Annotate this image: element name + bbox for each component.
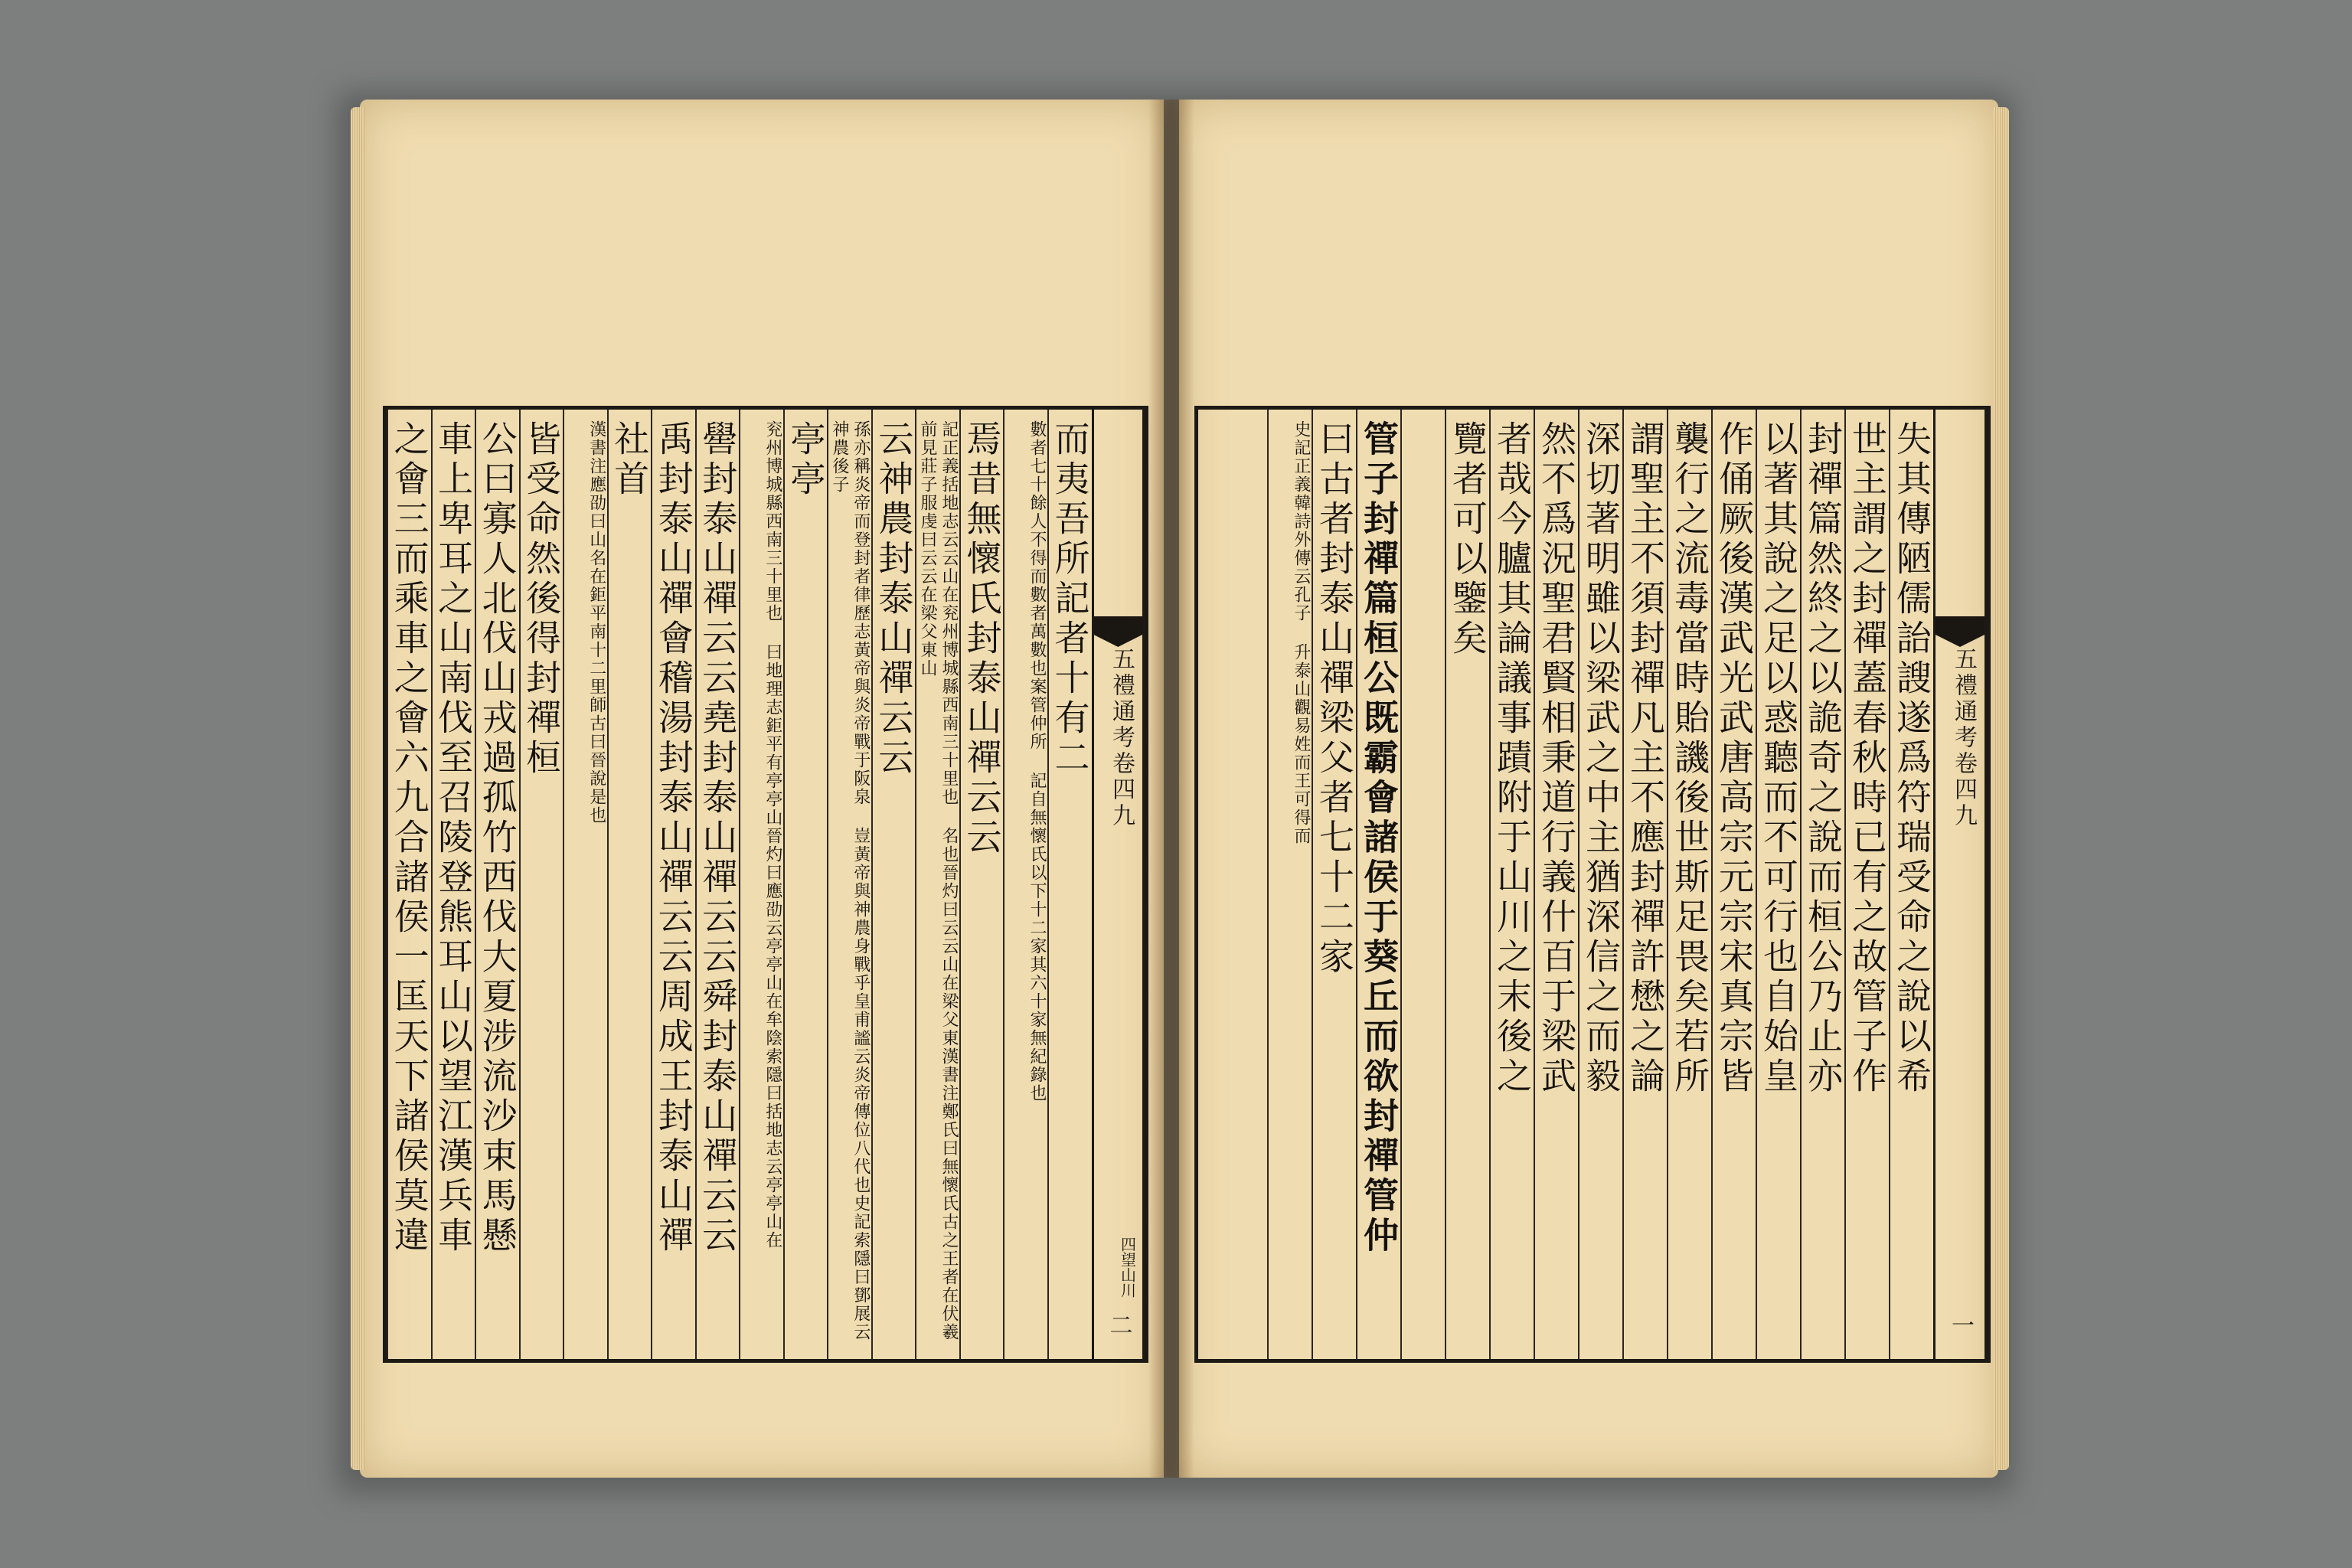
text-column: 襲行之流毒當時貽譏後世斯足畏矣若所 <box>1667 410 1711 1359</box>
text-column: 作俑厥後漢武光武唐高宗元宗宋真宗皆 <box>1711 410 1756 1359</box>
commentary-column: 孫亦稱炎帝而登封者律歷志黃帝與炎帝戰于阪泉 豈黃帝與神農身戰乎皇甫謐云炎帝傳位八代也史記索隱曰鄧展云神農後子 <box>827 410 871 1359</box>
left-text-frame <box>383 406 1148 1363</box>
right-text-frame <box>1194 406 1991 1363</box>
text-column: 以著其說之足以惑聽而不可行也自始皇 <box>1756 410 1800 1359</box>
right-page-center-strip <box>1933 410 1987 1359</box>
left-page-center-strip <box>1092 410 1145 1359</box>
text-column: 而夷吾所記者十有二 <box>1047 410 1092 1359</box>
left-page-number: 二 <box>1105 1313 1132 1336</box>
text-column: 禹封泰山禪會稽湯封泰山禪云云周成王封泰山禪 <box>651 410 695 1359</box>
text-column: 亭亭 <box>783 410 828 1359</box>
commentary-column: 漢書注應劭曰山名在鉅平南十二里師古曰晉說是也 <box>563 410 607 1359</box>
text-column: 社首 <box>607 410 652 1359</box>
text-column: 焉昔無懷氏封泰山禪云云 <box>959 410 1004 1359</box>
text-column: 皆受命然後得封禪桓 <box>519 410 564 1359</box>
commentary-column: 史記正義韓詩外傳云孔子 升泰山觀易姓而王可得而 <box>1267 410 1312 1359</box>
text-column: 覽者可以鑒矣 <box>1445 410 1489 1359</box>
blank-column <box>1400 410 1445 1359</box>
text-column: 世主謂之封禪蓋春秋時已有之故管子作 <box>1844 410 1889 1359</box>
text-column: 嚳封泰山禪云云堯封泰山禪云云舜封泰山禪云云 <box>695 410 740 1359</box>
text-column: 者哉今臚其論議事蹟附于山川之末後之 <box>1489 410 1534 1359</box>
text-column: 之會三而乘車之會六九合諸侯一匡天下諸侯莫違 <box>387 410 431 1359</box>
commentary-column: 記正義括地志云云山在兖州博城縣西南三十里也 名也晉灼曰云云山在梁父東漢書注鄭氏曰無懷氏古之王者在伏羲前見莊子服虔曰云云在梁父東山 <box>915 410 959 1359</box>
text-column: 謂聖主不須封禪凡主不應封禪許懋之論 <box>1622 410 1667 1359</box>
text-column: 曰古者封泰山禪梁父者七十二家 <box>1312 410 1356 1359</box>
text-column: 車上卑耳之山南伐至召陵登熊耳山以望江漢兵車 <box>431 410 475 1359</box>
section-heading-column: 管子封禪篇桓公既霸會諸侯于葵丘而欲封禪管仲 <box>1356 410 1400 1359</box>
fish-tail-mark-icon <box>1936 616 1984 647</box>
text-column: 公曰寡人北伐山戎過孤竹西伐大夏涉流沙束馬懸 <box>475 410 519 1359</box>
commentary-column: 兖州博城縣西南三十里也 曰地理志鉅平有亭亭山晉灼曰應劭云亭亭山在牟陰索隱曰括地志云亭亭山在 <box>739 410 783 1359</box>
book-gutter <box>1148 100 1194 1478</box>
right-page-number: 一 <box>1947 1313 1974 1336</box>
text-column: 然不爲況聖君賢相秉道行義什百于梁武 <box>1534 410 1578 1359</box>
text-column: 失其傳陋儒詒謏遂爲符瑞受命之說以希 <box>1889 410 1933 1359</box>
left-book-title: 五禮通考卷四九 <box>1108 647 1135 829</box>
left-section-title: 四望山川 <box>1118 1236 1137 1298</box>
right-book-title: 五禮通考卷四九 <box>1950 647 1977 829</box>
text-column: 深切著明雖以梁武之中主猶深信之而毅 <box>1578 410 1622 1359</box>
text-column: 云神農封泰山禪云云 <box>871 410 916 1359</box>
text-column: 封禪篇然終之以詭奇之說而桓公乃止亦 <box>1800 410 1844 1359</box>
fish-tail-mark-icon <box>1094 616 1142 647</box>
commentary-column: 數者七十餘人不得而數者萬數也案管仲所 記自無懷氏以下十二家其六十家無紀錄也 <box>1003 410 1047 1359</box>
